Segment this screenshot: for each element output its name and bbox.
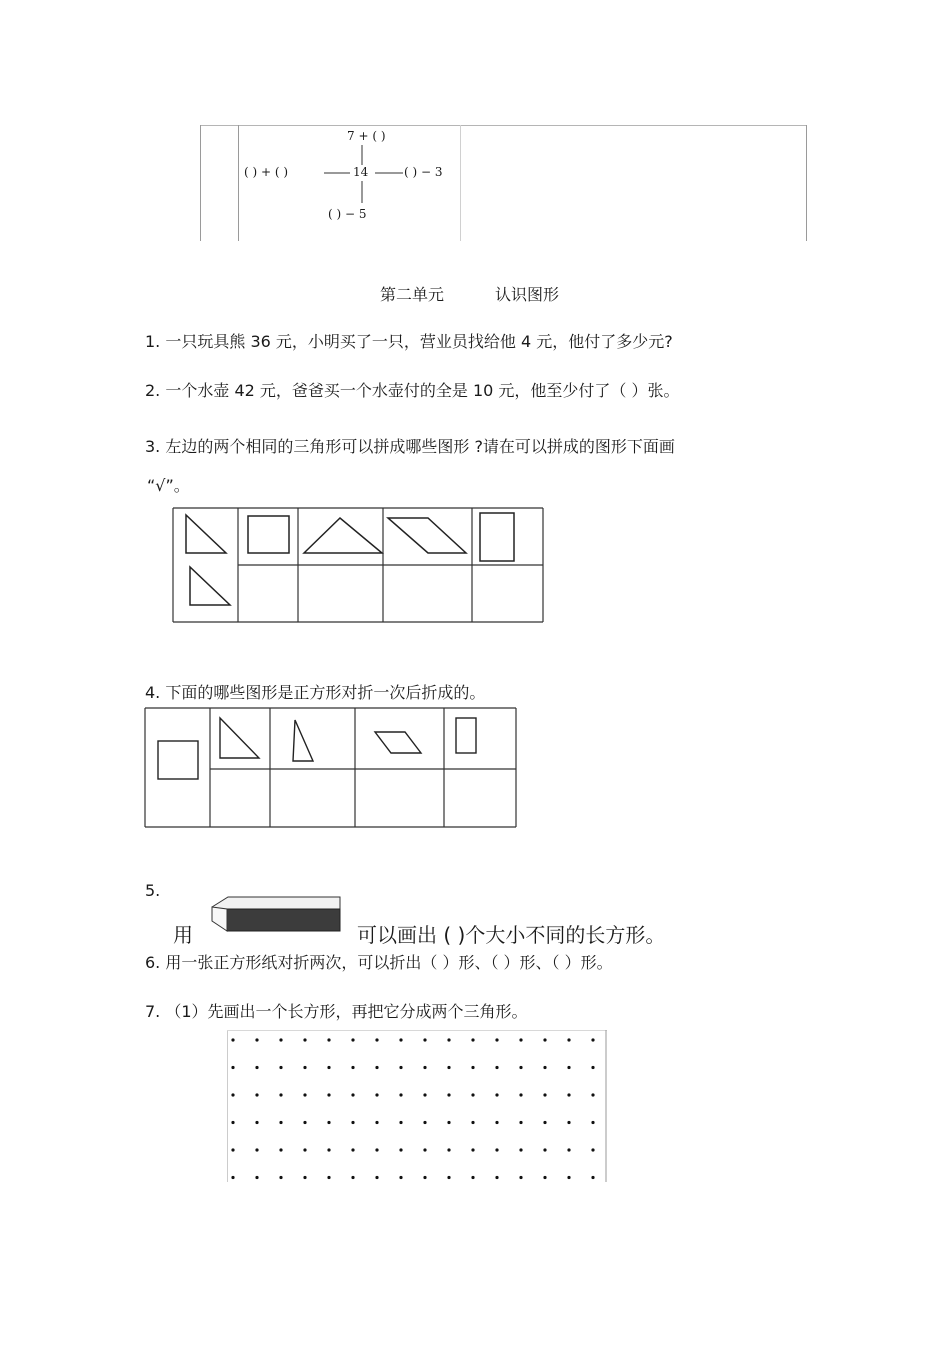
grid-dot <box>519 1121 522 1124</box>
grid-dot <box>279 1066 282 1069</box>
grid-dot <box>375 1093 378 1096</box>
grid-dot <box>399 1066 402 1069</box>
grid-dot <box>279 1093 282 1096</box>
grid-dot <box>495 1066 498 1069</box>
grid-dot <box>231 1148 234 1151</box>
grid-dot <box>447 1176 450 1179</box>
grid-dot <box>471 1093 474 1096</box>
q3-triangle-1 <box>186 515 226 553</box>
grid-dot <box>327 1093 330 1096</box>
grid-dot <box>519 1176 522 1179</box>
grid-dot <box>495 1148 498 1151</box>
diagram-top: 7 + ( ) <box>347 129 386 143</box>
grid-dot <box>399 1176 402 1179</box>
grid-dot <box>471 1176 474 1179</box>
grid-dot <box>375 1121 378 1124</box>
diagram-bottom: ( ) − 5 <box>328 207 367 221</box>
grid-dot <box>375 1176 378 1179</box>
dot-grid <box>227 1030 607 1182</box>
grid-dot <box>423 1038 426 1041</box>
grid-dot <box>399 1121 402 1124</box>
grid-dot <box>303 1176 306 1179</box>
grid-dot <box>471 1038 474 1041</box>
grid-dot <box>303 1038 306 1041</box>
grid-dot <box>327 1066 330 1069</box>
grid-dot <box>255 1176 258 1179</box>
grid-dot <box>423 1176 426 1179</box>
grid-dot <box>399 1148 402 1151</box>
grid-dot <box>591 1038 594 1041</box>
grid-dot <box>351 1121 354 1124</box>
grid-dot <box>519 1148 522 1151</box>
grid-dot <box>351 1093 354 1096</box>
q4-rectangle <box>456 718 476 753</box>
grid-dot <box>543 1093 546 1096</box>
grid-dot <box>231 1093 234 1096</box>
grid-dot <box>255 1093 258 1096</box>
diagram-left: ( ) + ( ) <box>244 165 289 179</box>
grid-dot <box>231 1121 234 1124</box>
grid-dot <box>255 1038 258 1041</box>
grid-dot <box>447 1121 450 1124</box>
question-5-suffix: 可以画出 ( )个大小不同的长方形。 <box>357 923 666 947</box>
q4-right-triangle <box>220 718 259 758</box>
q3-shape-table <box>170 505 546 625</box>
grid-dot <box>231 1038 234 1041</box>
grid-dot <box>591 1066 594 1069</box>
grid-dot <box>543 1038 546 1041</box>
grid-dot <box>327 1038 330 1041</box>
grid-dot <box>303 1148 306 1151</box>
grid-dot <box>423 1121 426 1124</box>
grid-dot <box>591 1176 594 1179</box>
grid-dot <box>279 1121 282 1124</box>
diagram-right: ( ) − 3 <box>404 165 443 179</box>
grid-dot <box>327 1176 330 1179</box>
question-7: 7. （1）先画出一个长方形，再把它分成两个三角形。 <box>145 1002 528 1021</box>
grid-dot <box>495 1121 498 1124</box>
grid-dot <box>567 1121 570 1124</box>
grid-dot <box>543 1148 546 1151</box>
grid-dot <box>447 1038 450 1041</box>
diagram-lines <box>200 125 807 241</box>
question-2: 2. 一个水壶 42 元，爸爸买一个水壶付的全是 10 元，他至少付了（ ）张。 <box>145 381 680 400</box>
grid-dot <box>567 1176 570 1179</box>
grid-dot <box>543 1176 546 1179</box>
question-3-mark: “√”。 <box>147 476 190 495</box>
grid-dot <box>375 1066 378 1069</box>
q3-square <box>248 516 289 553</box>
q4-parallelogram <box>375 732 421 753</box>
section-unit: 第二单元 <box>380 285 445 304</box>
grid-dot <box>231 1176 234 1179</box>
grid-dot <box>423 1148 426 1151</box>
grid-dot <box>447 1148 450 1151</box>
grid-dot <box>279 1038 282 1041</box>
grid-dot <box>471 1121 474 1124</box>
grid-dot <box>471 1066 474 1069</box>
grid-dot <box>327 1148 330 1151</box>
grid-dot <box>423 1066 426 1069</box>
grid-dot <box>279 1148 282 1151</box>
grid-dot <box>591 1093 594 1096</box>
grid-dot <box>255 1121 258 1124</box>
grid-dot <box>447 1066 450 1069</box>
section-name: 认识图形 <box>495 285 560 304</box>
question-5-prefix: 用 <box>173 923 193 947</box>
grid-dot <box>567 1093 570 1096</box>
grid-dot <box>447 1093 450 1096</box>
question-3: 3. 左边的两个相同的三角形可以拼成哪些图形 ?请在可以拼成的图形下面画 <box>145 437 675 456</box>
grid-dot <box>543 1066 546 1069</box>
diagram-center: 14 <box>353 165 369 179</box>
grid-dot <box>567 1148 570 1151</box>
grid-dot <box>279 1176 282 1179</box>
q4-thin-triangle <box>293 720 313 761</box>
grid-dot <box>471 1148 474 1151</box>
question-1: 1. 一只玩具熊 36 元，小明买了一只，营业员找给他 4 元，他付了多少元? <box>145 332 673 351</box>
grid-dot <box>351 1176 354 1179</box>
grid-dot <box>255 1148 258 1151</box>
grid-dot <box>591 1148 594 1151</box>
number-web-diagram <box>200 125 807 241</box>
q4-shape-table <box>143 706 518 830</box>
grid-dot <box>567 1038 570 1041</box>
grid-dot <box>399 1038 402 1041</box>
grid-dot <box>495 1038 498 1041</box>
grid-dot <box>375 1148 378 1151</box>
grid-dot <box>519 1066 522 1069</box>
grid-dot <box>231 1066 234 1069</box>
grid-dot <box>399 1093 402 1096</box>
grid-dot <box>591 1121 594 1124</box>
grid-dot <box>519 1038 522 1041</box>
question-4: 4. 下面的哪些图形是正方形对折一次后折成的。 <box>145 683 486 702</box>
q3-parallelogram <box>388 518 466 553</box>
grid-dot <box>519 1093 522 1096</box>
grid-dot <box>303 1121 306 1124</box>
question-6: 6. 用一张正方形纸对折两次，可以折出（ ）形、（ ）形、（ ）形。 <box>145 953 613 972</box>
grid-dot <box>327 1121 330 1124</box>
q4-square <box>158 741 198 779</box>
grid-dot <box>567 1066 570 1069</box>
grid-dot <box>351 1148 354 1151</box>
q3-triangle-2 <box>190 567 230 605</box>
grid-dot <box>423 1093 426 1096</box>
grid-dot <box>495 1176 498 1179</box>
grid-dot <box>303 1066 306 1069</box>
question-5-number: 5. <box>145 881 161 900</box>
grid-dot <box>303 1093 306 1096</box>
grid-dot <box>495 1093 498 1096</box>
q3-big-triangle <box>304 518 382 553</box>
grid-dot <box>351 1066 354 1069</box>
cuboid-figure <box>210 895 342 933</box>
grid-dot <box>543 1121 546 1124</box>
q3-rectangle <box>480 513 514 561</box>
grid-dot <box>375 1038 378 1041</box>
grid-dot <box>255 1066 258 1069</box>
grid-dot <box>351 1038 354 1041</box>
